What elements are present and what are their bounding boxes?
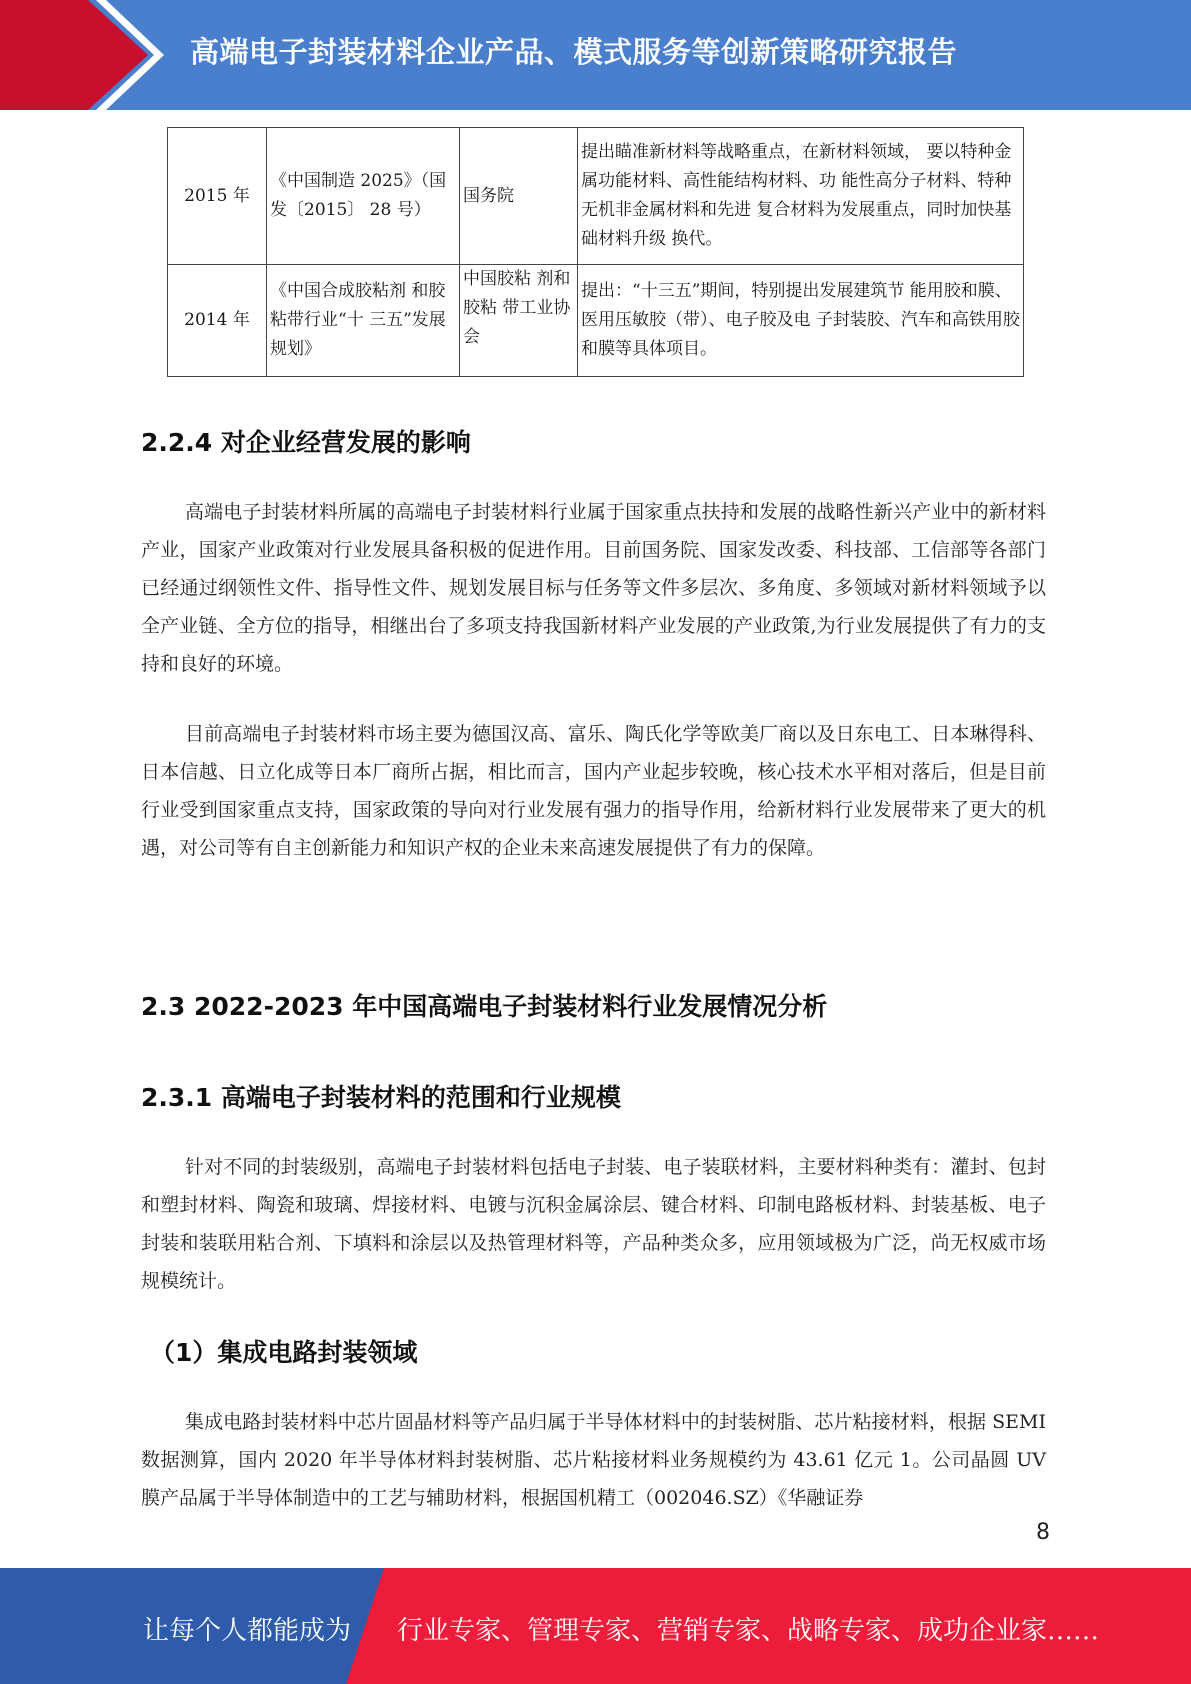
header-title: 高端电子封装材料企业产品、模式服务等创新策略研究报告	[190, 35, 958, 69]
table-cell-document: 《中国合成胶粘剂 和胶粘带行业“十 三五”发展规划》	[267, 265, 460, 377]
paragraph-2-2-4-second: 目前高端电子封装材料市场主要为德国汉高、富乐、陶氏化学等欧美厂商以及日东电工、日本琳得科、日本信越、日立化成等日本厂商所占据，相比而言，国内产业起步较晚，核心技术水平相对落后，但是目前行业受到国家重点支持，国家政策的导向对行业发展有强力的指导作用，给新材料行业发展带来了更大的机遇，对公司等有自主创新能力和知识产权的企业未来高速发展提供了有力的保障。	[141, 723, 1046, 859]
table-cell-description: 提出瞄准新材料等战略重点，在新材料领域， 要以特种金属功能材料、高性能结构材料、功 能性高分子材料、特种无机非金属材料和先进 复合材料为发展重点，同时加快基础材料升级 换代。	[578, 128, 1024, 265]
table-cell-department: 中国胶粘 剂和胶粘 带工业协 会	[460, 265, 578, 377]
footer-slogan-left: 让每个人都能成为	[143, 1616, 352, 1646]
section-heading-2-3-1: 2.3.1 高端电子封装材料的范围和行业规模	[141, 1083, 621, 1112]
page-number: 8	[1036, 1520, 1050, 1545]
header-banner	[0, 0, 1191, 110]
subheading-ic-packaging: （1）集成电路封装领域	[150, 1338, 418, 1367]
policy-table	[167, 127, 1024, 377]
table-cell-document: 《中国制造 2025》（国发〔2015〕 28 号）	[267, 128, 460, 265]
footer-slogan-right: 行业专家、管理专家、营销专家、战略专家、成功企业家……	[397, 1616, 1100, 1646]
table-row	[168, 265, 1024, 377]
table-row	[168, 128, 1024, 265]
table-cell-year: 2014 年	[168, 265, 267, 377]
section-heading-2-3: 2.3 2022-2023 年中国高端电子封装材料行业发展情况分析	[141, 992, 828, 1021]
paragraph-ic-packaging: 集成电路封装材料中芯片固晶材料等产品归属于半导体材料中的封装树脂、芯片粘接材料，根据 SEMI 数据测算，国内 2020 年半导体材料封装树脂、芯片粘接材料业务规模约为 43.61 亿元 1。公司晶圆 UV 膜产品属于半导体制造中的工艺与辅助材料，根据国机精工（002046.SZ）《华融证券	[141, 1411, 1046, 1509]
footer-banner	[0, 1568, 1191, 1684]
table-cell-description: 提出：“十三五”期间，特别提出发展建筑节 能用胶和膜、医用压敏胶（带）、电子胶及电 子封装胶、汽车和高铁用胶和膜等具体项目。	[578, 265, 1024, 377]
paragraph-2-3-1: 针对不同的封装级别，高端电子封装材料包括电子封装、电子装联材料，主要材料种类有：灌封、包封和塑封材料、陶瓷和玻璃、焊接材料、电镀与沉积金属涂层、键合材料、印制电路板材料、封装基板、电子封装和装联用粘合剂、下填料和涂层以及热管理材料等，产品种类众多，应用领域极为广泛，尚无权威市场规模统计。	[141, 1156, 1046, 1292]
table-cell-department: 国务院	[460, 128, 578, 265]
table-cell-year: 2015 年	[168, 128, 267, 265]
section-heading-2-2-4: 2.2.4 对企业经营发展的影响	[141, 428, 471, 457]
paragraph-2-2-4-first: 高端电子封装材料所属的高端电子封装材料行业属于国家重点扶持和发展的战略性新兴产业中的新材料产业，国家产业政策对行业发展具备积极的促进作用。目前国务院、国家发改委、科技部、工信部等各部门已经通过纲领性文件、指导性文件、规划发展目标与任务等文件多层次、多角度、多领域对新材料领域予以全产业链、全方位的指导，相继出台了多项支持我国新材料产业发展的产业政策,为行业发展提供了有力的支持和良好的环境。	[141, 501, 1046, 675]
